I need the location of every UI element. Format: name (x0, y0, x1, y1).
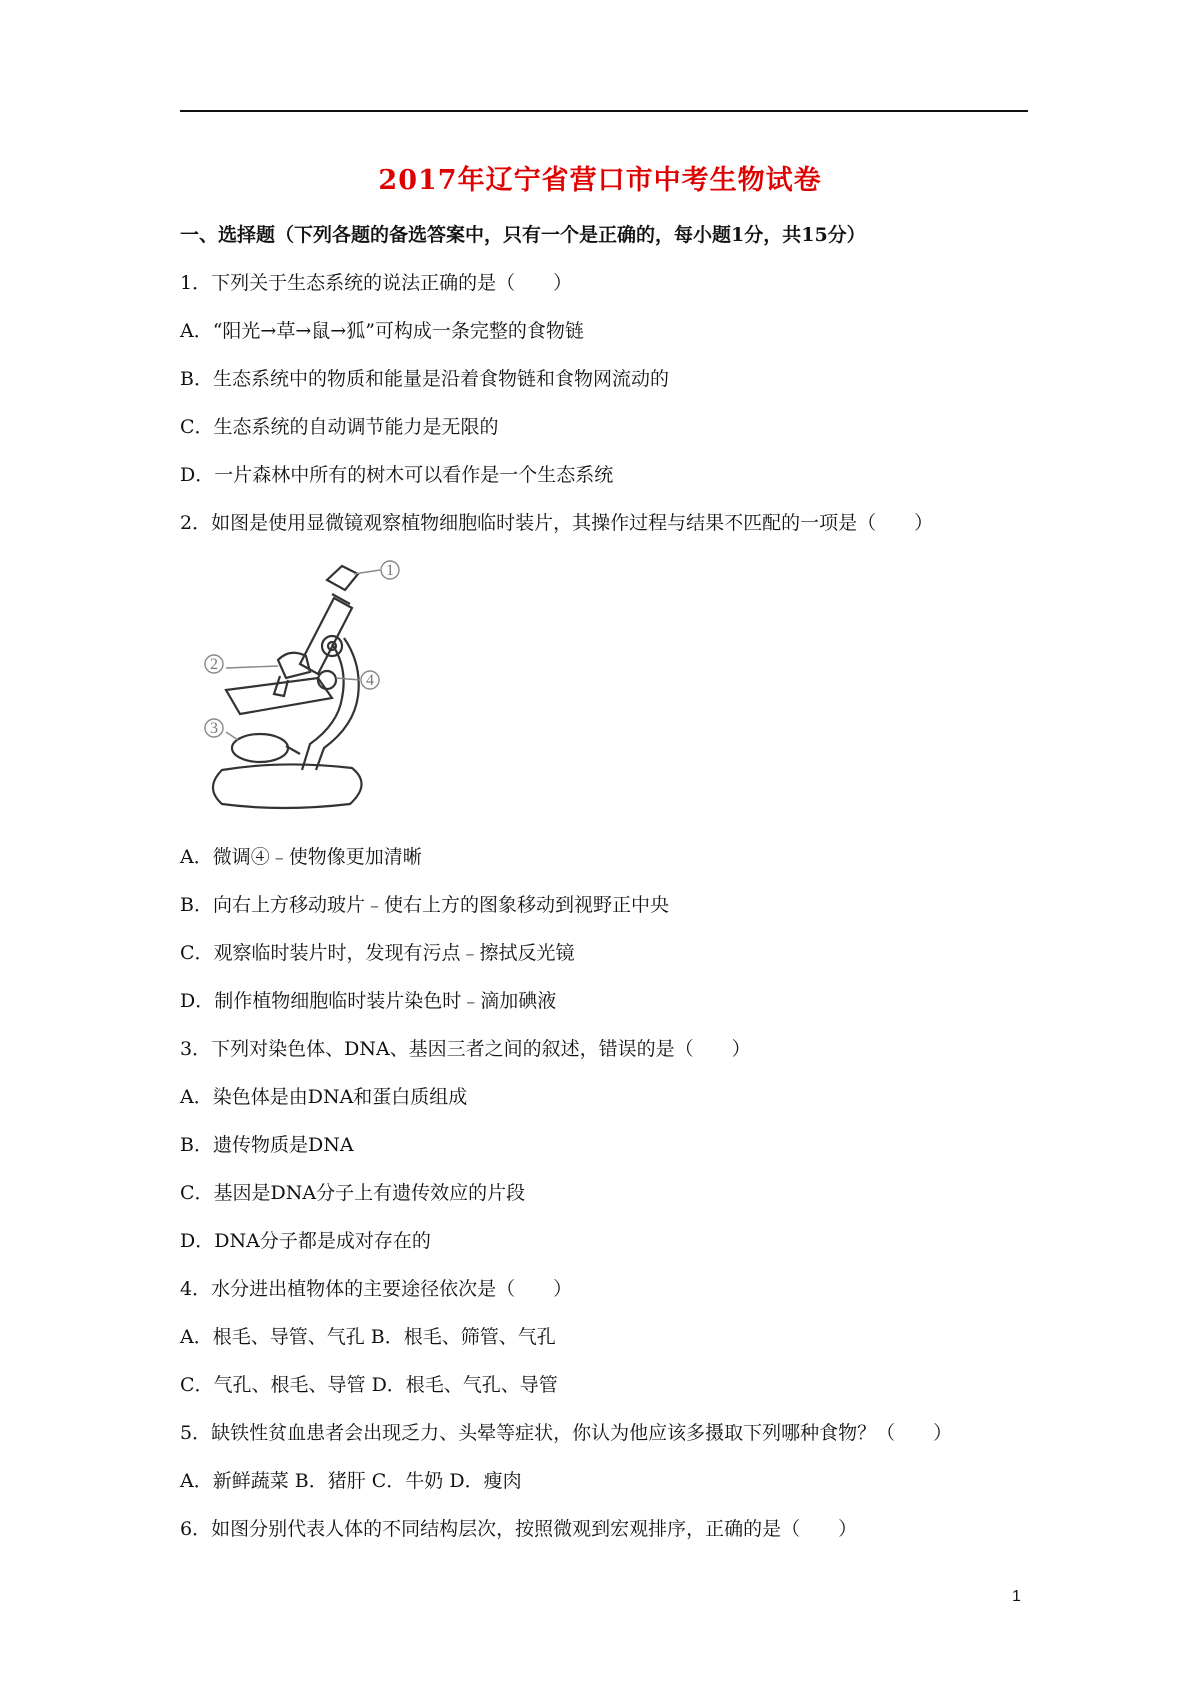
callout-line-4 (336, 678, 360, 680)
q1-option-a: A．“阳光→草→鼠→狐”可构成一条完整的食物链 (180, 320, 584, 342)
q3-option-d: D．DNA分子都是成对存在的 (180, 1230, 431, 1252)
q1-option-d: D．一片森林中所有的树木可以看作是一个生态系统 (180, 464, 614, 486)
question-1: 1．下列关于生态系统的说法正确的是（ ） (180, 272, 573, 294)
question-3: 3．下列对染色体、DNA、基因三者之间的叙述，错误的是（ ） (180, 1038, 751, 1060)
callout-line-2 (226, 666, 278, 668)
q4-options-ab: A．根毛、导管、气孔 B．根毛、筛管、气孔 (180, 1326, 556, 1348)
callout-line-3 (226, 732, 238, 740)
label-3: 3 (210, 720, 218, 737)
q2-option-b: B．向右上方移动玻片﹣使右上方的图象移动到视野正中央 (180, 894, 669, 916)
label-4: 4 (366, 672, 374, 689)
q1-option-c: C．生态系统的自动调节能力是无限的 (180, 416, 499, 438)
callout-line-1 (354, 570, 380, 574)
header-rule (180, 110, 1028, 112)
label-2: 2 (210, 656, 218, 673)
q2-option-a: A．微调④﹣使物像更加清晰 (180, 846, 422, 868)
question-5: 5．缺铁性贫血患者会出现乏力、头晕等症状，你认为他应该多摄取下列哪种食物？（ ） (180, 1422, 953, 1444)
q2-option-c: C．观察临时装片时，发现有污点﹣擦拭反光镜 (180, 942, 575, 964)
q5-options: A．新鲜蔬菜 B．猪肝 C．牛奶 D．瘦肉 (180, 1470, 522, 1492)
q3-option-a: A．染色体是由DNA和蛋白质组成 (180, 1086, 468, 1108)
q1-option-b: B．生态系统中的物质和能量是沿着食物链和食物网流动的 (180, 368, 669, 390)
q2-option-d: D．制作植物细胞临时装片染色时﹣滴加碘液 (180, 990, 557, 1012)
page-title: 2017年辽宁省营口市中考生物试卷 (378, 165, 822, 196)
microscope-icon (213, 566, 362, 808)
question-4: 4．水分进出植物体的主要途径依次是（ ） (180, 1278, 573, 1300)
page-number: 1 (1012, 1588, 1021, 1605)
q4-options-cd: C．气孔、根毛、导管 D．根毛、气孔、导管 (180, 1374, 558, 1396)
question-6: 6．如图分别代表人体的不同结构层次，按照微观到宏观排序，正确的是（ ） (180, 1518, 858, 1540)
label-1: 1 (386, 562, 394, 579)
q3-option-c: C．基因是DNA分子上有遗传效应的片段 (180, 1182, 526, 1204)
question-2: 2．如图是使用显微镜观察植物细胞临时装片，其操作过程与结果不匹配的一项是（ ） (180, 512, 934, 534)
q3-option-b: B．遗传物质是DNA (180, 1134, 354, 1156)
section-heading: 一、选择题（下列各题的备选答案中，只有一个是正确的，每小题1分，共15分） (180, 224, 866, 246)
microscope-figure (182, 548, 430, 822)
